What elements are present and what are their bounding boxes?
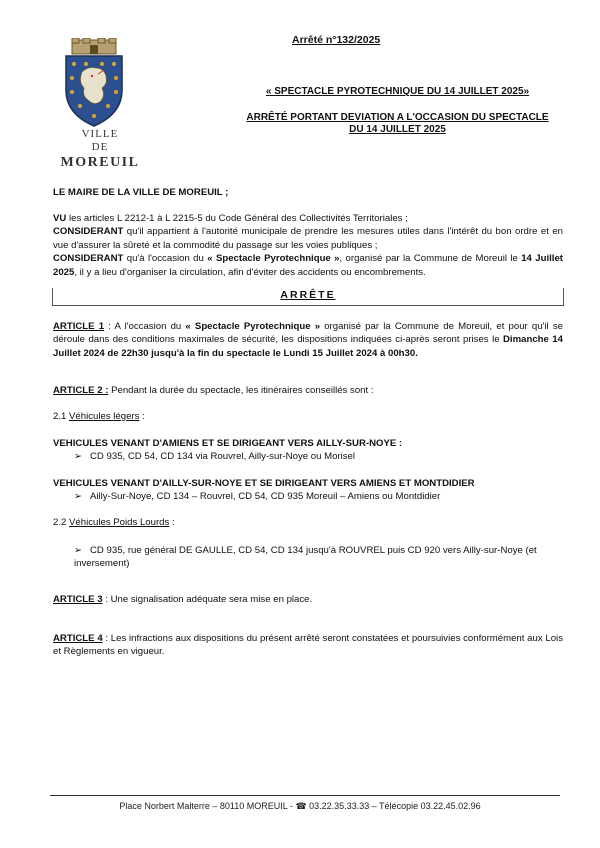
arrow-bullet-icon: ➢ xyxy=(74,545,83,556)
footer-phone: 03.22.35.33.33 – Télécopie 03.22.45.02.96 xyxy=(306,801,481,811)
maire-heading: LE MAIRE DE LA VILLE DE MOREUIL ; xyxy=(53,187,229,198)
considerant-2-text-c: , il y a lieu d'organiser la circulation, afin d'éviter des accidents ou encombrements. xyxy=(74,266,426,278)
article-1-label: ARTICLE 1 xyxy=(53,321,105,332)
vu-text: les articles L 2212-1 à L 2215-5 du Code Général des Collectivités Territoriales ; xyxy=(66,213,408,224)
arrow-bullet-icon: ➢ xyxy=(74,491,83,502)
arrow-bullet-icon: ➢ xyxy=(74,451,83,462)
considerant-2-paragraph xyxy=(53,252,563,279)
footer-address: Place Norbert Malterre – 80110 MOREUIL - xyxy=(119,801,296,811)
article-4-label: ARTICLE 4 xyxy=(53,633,103,644)
considerant-2-bold: « Spectacle Pyrotechnique » xyxy=(207,253,340,265)
document-titles xyxy=(220,86,575,136)
section-2-1-number: 2.1 xyxy=(53,411,70,422)
ville-line-2: DE xyxy=(91,141,109,153)
article-1-text-a: : A l'occasion du xyxy=(104,321,186,332)
phone-icon: ☎ xyxy=(295,801,307,811)
route-1-item xyxy=(74,450,564,463)
footer-divider xyxy=(50,795,560,796)
route-1-text: CD 935, CD 54, CD 134 via Rouvrel, Ailly-sur-Noye ou Morisel xyxy=(90,451,355,462)
arrete-heading-box xyxy=(52,288,564,306)
considerant-2-label: CONSIDERANT xyxy=(53,253,124,265)
considerant-1-paragraph xyxy=(53,225,563,252)
article-2-label: ARTICLE 2 : xyxy=(53,385,109,396)
route-2-heading: VEHICULES VENANT D'AILLY-SUR-NOYE ET SE DIRIGEANT VERS AMIENS ET MONTDIDIER xyxy=(53,478,475,489)
article-2-text: Pendant la durée du spectacle, les itinéraires conseillés sont : xyxy=(108,385,374,396)
ville-line-3: MOREUIL xyxy=(60,155,140,170)
article-3-label: ARTICLE 3 xyxy=(53,594,103,605)
route-1-heading: VEHICULES VENANT D'AMIENS ET SE DIRIGEANT VERS AILLY-SUR-NOYE : xyxy=(53,438,403,449)
considerant-2-text-b: , organisé par la Commune de Moreuil le xyxy=(339,253,522,265)
considerant-2-text-a: qu'à l'occasion du xyxy=(123,253,208,265)
section-2-1 xyxy=(53,410,563,423)
route-3-item xyxy=(74,544,554,570)
section-2-1-colon: : xyxy=(139,411,145,422)
route-3-text: CD 935, rue général DE GAULLE, CD 54, CD 134 jusqu'à ROUVREL puis CD 920 vers Ailly-sur-Noye (et inversement) xyxy=(74,545,537,569)
route-2-text: Ailly-Sur-Noye, CD 134 – Rouvrel, CD 54, CD 935 Moreuil – Amiens ou Montdidier xyxy=(90,491,441,502)
article-1-text-b: organisé par la Commune de Moreuil, et pour qu'il se déroule dans des conditions maximales de sécurité, les dispositions indiquées ci-après seront prises le xyxy=(53,321,563,346)
article-3-text: : Une signalisation adéquate sera mise en place. xyxy=(102,594,313,605)
article-1-dates: Dimanche 14 Juillet 2024 de 22h30 jusqu'à la fin du spectacle le Lundi 15 Juillet 2024 à 00h30. xyxy=(53,334,563,359)
section-2-2-label: Véhicules Poids Lourds xyxy=(69,517,170,528)
moreuil-coat-of-arms xyxy=(58,38,130,128)
route-2-item xyxy=(74,490,564,503)
article-2 xyxy=(53,384,563,397)
ville-de-moreuil-label xyxy=(60,128,140,169)
article-3 xyxy=(53,593,563,606)
section-2-2-number: 2.2 xyxy=(53,517,70,528)
considerant-1-text: qu'il appartient à l'autorité municipale de prendre les mesures utiles dans l'intérêt du bon ordre et en vue d'assurer la sûreté et la commodité du passage sur les voies publiques ; xyxy=(53,226,563,251)
section-2-1-label: Véhicules légers xyxy=(69,411,140,422)
title-spectacle: « SPECTACLE PYROTECHNIQUE DU 14 JUILLET 2025» xyxy=(265,86,530,97)
considerant-1-label: CONSIDERANT xyxy=(53,226,124,238)
section-2-2-colon: : xyxy=(169,517,175,528)
vu-label: VU xyxy=(53,213,67,224)
ville-line-1: VILLE xyxy=(81,128,119,140)
considerant-2-date: 14 Juillet 2025 xyxy=(53,253,563,278)
section-2-2 xyxy=(53,516,563,529)
vu-paragraph xyxy=(53,212,563,225)
article-1-bold: « Spectacle Pyrotechnique » xyxy=(185,321,321,332)
title-line-2: DU 14 JUILLET 2025 xyxy=(349,124,446,135)
title-line-1: ARRÊTÉ PORTANT DEVIATION A L'OCCASION DU SPECTACLE xyxy=(246,112,549,123)
footer-contact xyxy=(0,801,600,812)
article-1 xyxy=(53,320,563,360)
arrete-number: Arrêté n°132/2025 xyxy=(292,34,381,46)
preamble xyxy=(53,212,563,279)
article-4 xyxy=(53,632,563,659)
arrete-heading: ARRÊTE xyxy=(280,289,336,301)
article-4-text: : Les infractions aux dispositions du présent arrêté seront constatées et poursuivies conformément aux Lois et Règlements en vigueur. xyxy=(53,633,563,658)
